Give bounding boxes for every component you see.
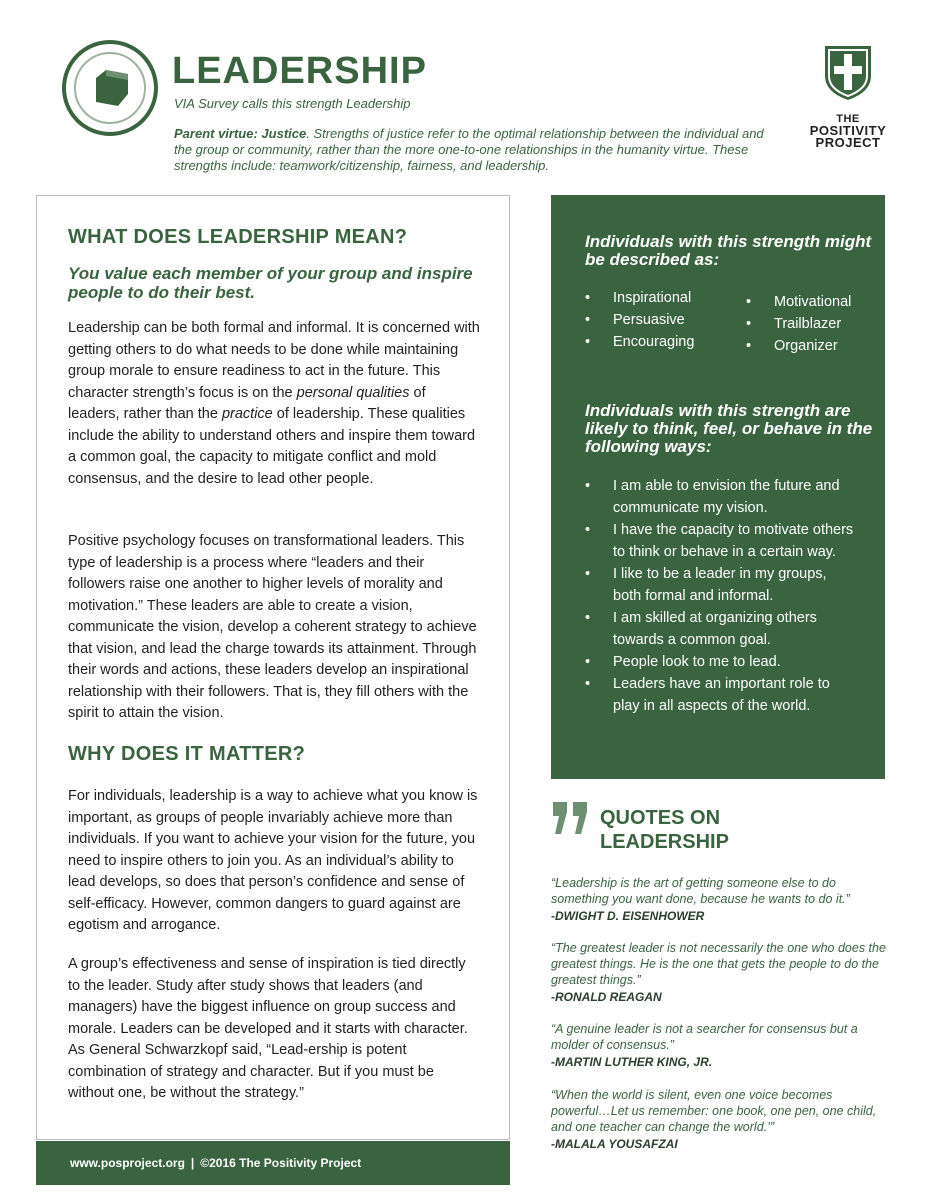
traits-list-col-1: [585, 287, 694, 353]
quote-author: -MALALA YOUSAFZAI: [551, 1137, 678, 1151]
meaning-paragraph-1: [68, 318, 480, 490]
logo-line-1: THE: [836, 113, 860, 125]
trait-item: • Persuasive: [585, 309, 694, 331]
quotes-heading: [600, 806, 729, 854]
ways-item: • I am able to envision the future and communicate my vision.: [585, 475, 855, 519]
quotes-heading-line-2: LEADERSHIP: [600, 831, 729, 853]
footer-divider: |: [190, 1156, 195, 1170]
p1-text-a: Leadership can be both formal and informal. It is concerned with getting others to do what needs to be done while maintaining group morale to ensure readiness to act in the future. This character strength’s focus is on the: [68, 320, 480, 401]
strength-emblem: [62, 40, 158, 136]
logo-line-2: POSITIVITY: [809, 123, 887, 138]
trait-item: • Organizer: [746, 335, 851, 357]
quote-author: -MARTIN LUTHER KING, JR.: [551, 1055, 713, 1069]
quote-item: [551, 1021, 891, 1070]
parent-virtue-label: Parent virtue: Justice: [174, 126, 307, 141]
trait-item: • Inspirational: [585, 287, 694, 309]
ways-heading: Individuals with this strength are likely to think, feel, or behave in the following ways:: [585, 401, 873, 456]
quote-item: [551, 1087, 891, 1152]
footer-bar: [36, 1141, 510, 1185]
quote-text: “The greatest leader is not necessarily the one who does the greatest things. He is the one that gets the people to do the greatest things.”: [551, 941, 886, 987]
ways-item: • I have the capacity to motivate others to think or behave in a certain way.: [585, 519, 855, 563]
logo-wordmark: [804, 113, 892, 149]
parent-virtue-text: . Strengths of justice refer to the optimal relationship between the individual and the group or community, rather than the more one-to-one relationships in the humanity virtue. These strengths include: teamwork/citizenship, fairness, and leadership.: [174, 126, 764, 173]
ways-item: • I am skilled at organizing others towards a common goal.: [585, 607, 855, 651]
quote-item: [551, 875, 891, 924]
described-heading: Individuals with this strength might be described as:: [585, 232, 872, 269]
p1-emphasis-2: practice: [221, 406, 273, 422]
positivity-project-logo: [804, 42, 892, 149]
matter-heading: WHY DOES IT MATTER?: [68, 743, 306, 765]
parent-virtue: [174, 126, 764, 174]
ways-item: • Leaders have an important role to play in all aspects of the world.: [585, 673, 855, 717]
trait-item: • Encouraging: [585, 331, 694, 353]
meaning-heading: WHAT DOES LEADERSHIP MEAN?: [68, 226, 408, 248]
matter-paragraph-2: A group’s effectiveness and sense of inspiration is tied directly to the leader. Study after study shows that leaders (and managers) have the biggest influence on group success and morale. Leaders can be developed and it starts with character. As General Schwarzkopf said, “Lead-ership is potent combination of strategy and character. But if you must be without one, be without the strategy.”: [68, 956, 468, 1101]
lead-statement: You value each member of your group and inspire people to do their best.: [68, 264, 473, 302]
quote-item: [551, 940, 891, 1005]
p1-emphasis-1: personal qualities: [296, 384, 410, 401]
page-title: LEADERSHIP: [172, 50, 427, 92]
quote-author: -RONALD REAGAN: [551, 990, 662, 1004]
traits-panel: [551, 195, 885, 779]
page-subtitle: VIA Survey calls this strength Leadership: [174, 96, 411, 111]
trait-item: • Trailblazer: [746, 313, 851, 335]
quote-text: “When the world is silent, even one voice becomes powerful…Let us remember: one book, one pen, one child, and one teacher can change the world.’”: [551, 1088, 877, 1134]
traits-list-col-2: [746, 291, 851, 357]
quote-mark-icon: [551, 800, 593, 836]
footer-copyright: ©2016 The Positivity Project: [200, 1156, 362, 1170]
shield-plus-icon: [817, 42, 879, 104]
p1-text-b: of leaders, rather than the: [68, 384, 426, 422]
trait-item: • Motivational: [746, 291, 851, 313]
quotes-heading-line-1: QUOTES ON: [600, 807, 721, 829]
shield-icon: [92, 68, 132, 108]
ways-item: • I like to be a leader in my groups, both formal and informal.: [585, 563, 855, 607]
matter-paragraph-1: For individuals, leadership is a way to achieve what you know is important, as groups of people invariably achieve more than individuals. If you want to achieve your vision for the future, you need to inspire others to join you. As an individual’s ability to lead develops, so does that person’s confidence and sense of self-efficacy. However, common dangers to guard against are egotism and arrogance.: [68, 788, 478, 933]
meaning-paragraph-2: Positive psychology focuses on transformational leaders. This type of leadership is a process where “leaders and their followers raise one another to higher levels of morality and motivation.” These leaders are able to create a vision, communicate the vision, develop a coherent strategy to achieve that vision, and lead the charge towards its attainment. Through their words and actions, these leaders develop an inspirational relationship with their followers. That is, they fill others with the spirit to attain the vision.: [68, 533, 477, 721]
logo-line-3: PROJECT: [815, 135, 881, 150]
ways-item: • People look to me to lead.: [585, 651, 855, 673]
quote-text: “A genuine leader is not a searcher for consensus but a molder of consensus.”: [551, 1022, 858, 1052]
quote-author: -DWIGHT D. EISENHOWER: [551, 909, 705, 923]
p1-text-c: of leadership. These qualities include the ability to understand others and inspire them toward a common goal, the capacity to mitigate conflict and mold consensus, and the desire to lead other people.: [68, 406, 476, 487]
quote-text: “Leadership is the art of getting someone else to do something you want done, because he wants to do it.”: [551, 876, 850, 906]
ways-list: [585, 475, 855, 717]
footer-website-link[interactable]: www.posproject.org: [70, 1156, 185, 1170]
